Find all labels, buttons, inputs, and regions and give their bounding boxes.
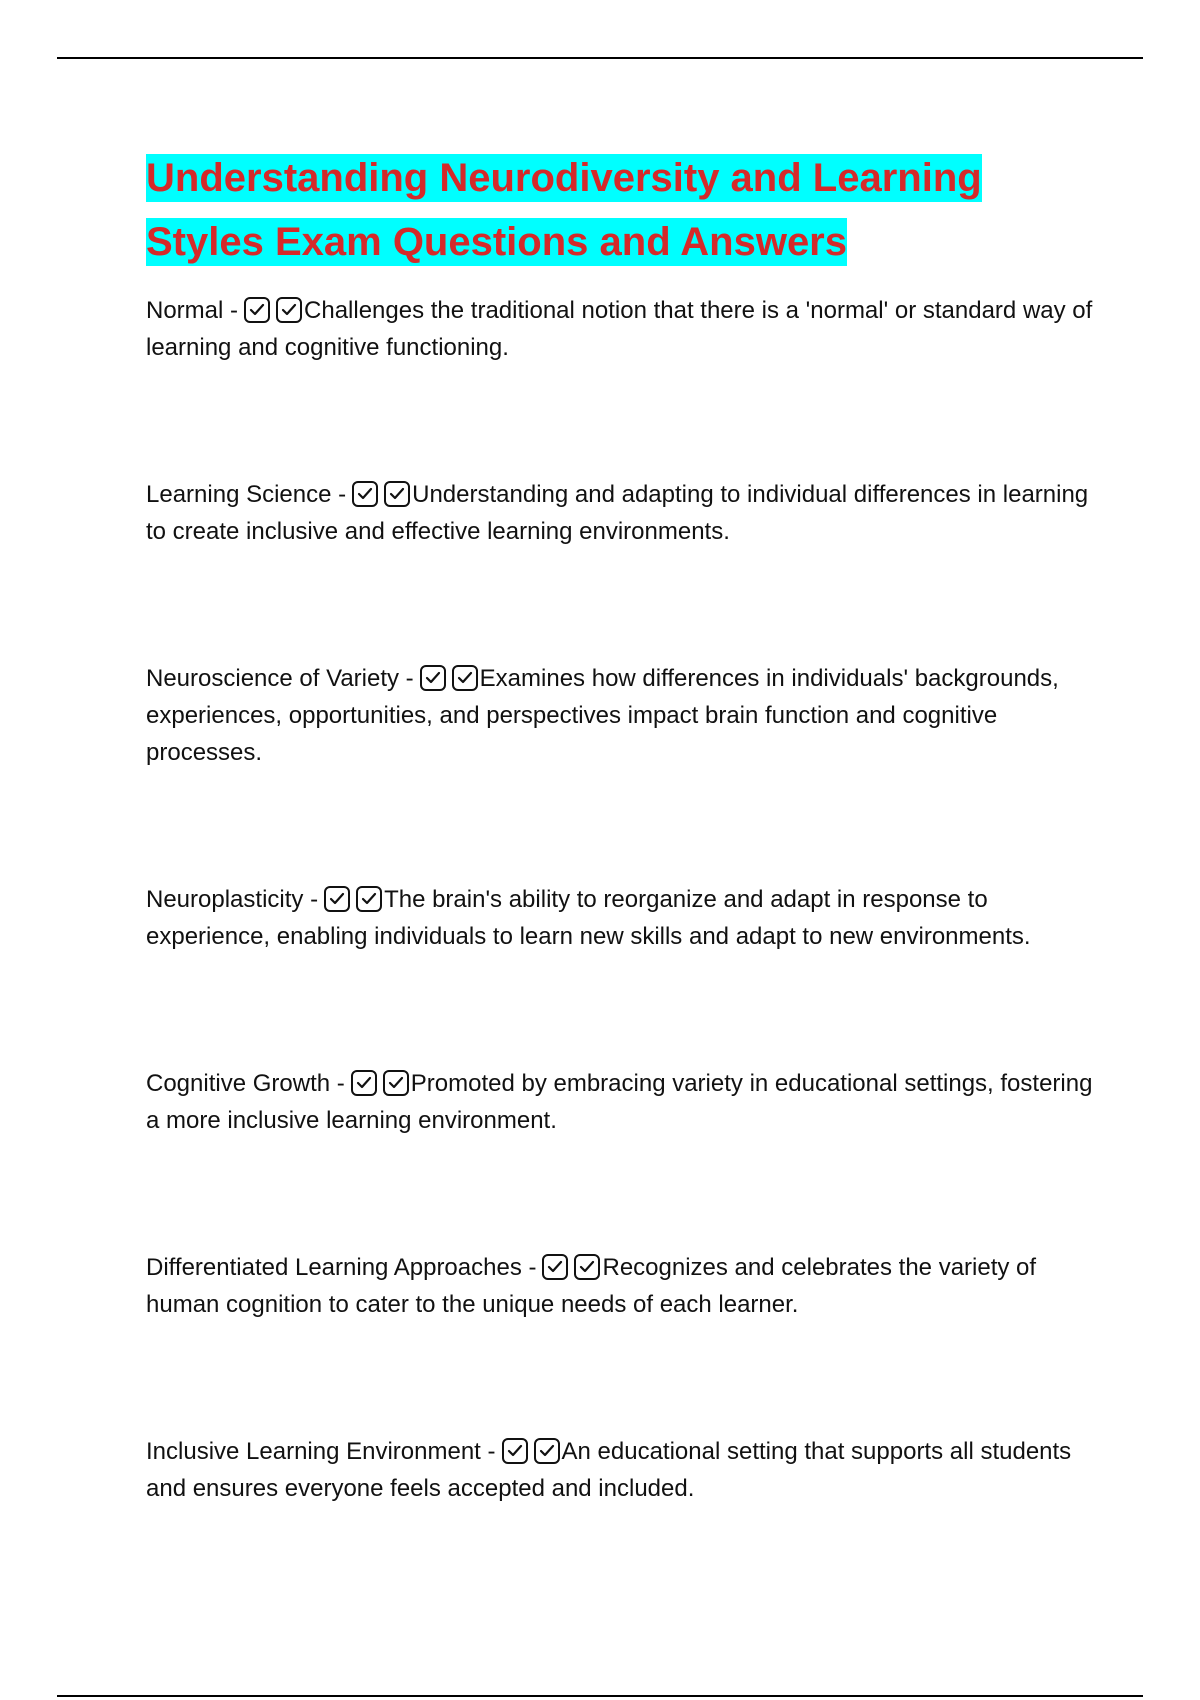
answer-marks	[352, 476, 410, 513]
qa-term: Differentiated Learning Approaches -	[146, 1254, 537, 1281]
bottom-divider	[57, 1695, 1143, 1697]
qa-term: Neuroplasticity -	[146, 886, 319, 913]
qa-definition: Understanding and adapting to individual differences in learning to create inclusive and effective learning environments.	[146, 481, 1089, 545]
checkbox-checked-icon	[356, 886, 382, 912]
qa-item	[146, 1249, 1096, 1323]
answer-marks	[420, 660, 478, 697]
qa-item	[146, 476, 1096, 550]
document-title	[146, 146, 1096, 274]
checkbox-checked-icon	[244, 297, 270, 323]
checkbox-checked-icon	[324, 886, 350, 912]
checkbox-checked-icon	[574, 1254, 600, 1280]
checkbox-checked-icon	[542, 1254, 568, 1280]
qa-term: Neuroscience of Variety -	[146, 665, 414, 692]
answer-marks	[542, 1249, 600, 1286]
qa-term: Cognitive Growth -	[146, 1070, 345, 1097]
qa-definition: Promoted by embracing variety in educational settings, fostering a more inclusive learning environment.	[146, 1070, 1093, 1134]
answer-marks	[351, 1065, 409, 1102]
qa-item	[146, 881, 1096, 955]
qa-term: Normal -	[146, 297, 239, 324]
checkbox-checked-icon	[420, 665, 446, 691]
qa-item	[146, 1065, 1096, 1139]
checkbox-checked-icon	[383, 1070, 409, 1096]
answer-marks	[502, 1433, 560, 1470]
answer-marks	[324, 881, 382, 918]
qa-definition: Challenges the traditional notion that there is a 'normal' or standard way of learning and cognitive functioning.	[146, 297, 1093, 361]
checkbox-checked-icon	[534, 1438, 560, 1464]
checkbox-checked-icon	[276, 297, 302, 323]
top-divider	[57, 57, 1143, 59]
checkbox-checked-icon	[351, 1070, 377, 1096]
title-line-1: Understanding Neurodiversity and Learning	[146, 156, 982, 200]
checkbox-checked-icon	[502, 1438, 528, 1464]
qa-term: Learning Science -	[146, 481, 347, 508]
qa-list	[146, 292, 1096, 1507]
document-body	[146, 146, 1096, 1507]
qa-item	[146, 1433, 1096, 1507]
title-line-2: Styles Exam Questions and Answers	[146, 220, 847, 264]
checkbox-checked-icon	[352, 481, 378, 507]
qa-term: Inclusive Learning Environment -	[146, 1438, 496, 1465]
qa-definition: The brain's ability to reorganize and adapt in response to experience, enabling individuals to learn new skills and adapt to new environments.	[146, 886, 1031, 950]
qa-definition: An educational setting that supports all students and ensures everyone feels accepted and included.	[146, 1438, 1072, 1502]
qa-definition: Examines how differences in individuals' backgrounds, experiences, opportunities, and perspectives impact brain function and cognitive processes.	[146, 665, 1059, 766]
qa-item	[146, 660, 1096, 771]
qa-definition: Recognizes and celebrates the variety of human cognition to cater to the unique needs of each learner.	[146, 1254, 1037, 1318]
checkbox-checked-icon	[452, 665, 478, 691]
answer-marks	[244, 292, 302, 329]
checkbox-checked-icon	[384, 481, 410, 507]
qa-item	[146, 292, 1096, 366]
